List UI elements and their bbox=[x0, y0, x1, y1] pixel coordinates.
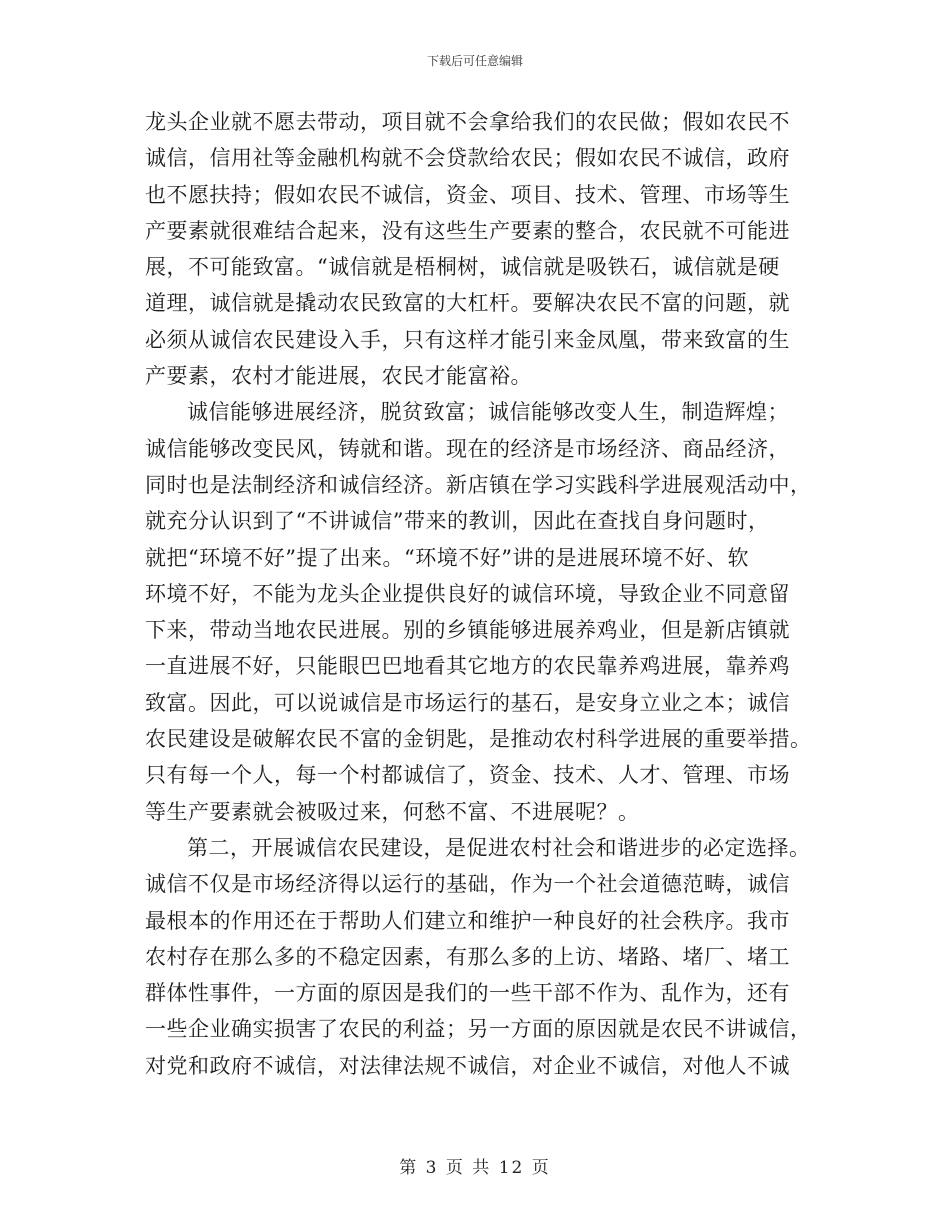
text-line: 必须从诚信农民建设入手，只有这样才能引来金凤凰，带来致富的生 bbox=[145, 327, 790, 352]
text-line: 农村存在那么多的不稳定因素，有那么多的上访、堵路、堵厂、堵工 bbox=[145, 944, 790, 969]
text-line: 产要素就很难结合起来，没有这些生产要素的整合，农民就不可能进 bbox=[145, 218, 790, 243]
text-line: 同时也是法制经济和诚信经济。新店镇在学习实践科学进展观活动中， bbox=[145, 472, 812, 497]
text-line: 环境不好，不能为龙头企业提供良好的诚信环境，导致企业不同意留 bbox=[145, 581, 790, 606]
text-line: 就充分认识到了“不讲诚信”带来的教训，因此在查找自身问题时， bbox=[145, 509, 770, 534]
paragraph-start-line: 诚信能够进展经济，脱贫致富；诚信能够改变人生，制造辉煌； bbox=[187, 400, 789, 425]
text-line: 产要素，农村才能进展，农民才能富裕。 bbox=[145, 364, 532, 389]
text-line: 龙头企业就不愿去带动，项目就不会拿给我们的农民做；假如农民不 bbox=[145, 110, 790, 134]
text-line: 也不愿扶持；假如农民不诚信，资金、项目、技术、管理、市场等生 bbox=[145, 182, 790, 207]
text-line: 就把“环境不好”提了出来。“环境不好”讲的是进展环境不好、软 bbox=[145, 545, 749, 570]
text-line: 对党和政府不诚信，对法律法规不诚信，对企业不诚信，对他人不诚 bbox=[145, 1053, 790, 1078]
text-line: 诚信能够改变民风，铸就和谐。现在的经济是市场经济、商品经济， bbox=[145, 436, 790, 461]
text-line: 一些企业确实损害了农民的利益；另一方面的原因就是农民不讲诚信， bbox=[145, 1017, 812, 1042]
text-line: 道理，诚信就是撬动农民致富的大杠杆。要解决农民不富的问题，就 bbox=[145, 291, 790, 316]
text-line: 致富。因此，可以说诚信是市场运行的基石，是安身立业之本；诚信 bbox=[145, 690, 790, 715]
text-line: 群体性事件，一方面的原因是我们的一些干部不作为、乱作为，还有 bbox=[145, 981, 790, 1006]
text-line: 一直进展不好，只能眼巴巴地看其它地方的农民靠养鸡进展，靠养鸡 bbox=[145, 654, 790, 679]
text-line: 农民建设是破解农民不富的金钥匙，是推动农村科学进展的重要举措。 bbox=[145, 727, 812, 752]
text-line: 只有每一个人，每一个村都诚信了，资金、技术、人才、管理、市场 bbox=[145, 763, 790, 788]
text-line: 等生产要素就会被吸过来，何愁不富、不进展呢？。 bbox=[145, 799, 640, 824]
page-header-note: 下载后可任意编辑 bbox=[426, 54, 523, 68]
text-line: 下来，带动当地农民进展。别的乡镇能够进展养鸡业，但是新店镇就 bbox=[145, 618, 790, 643]
text-line: 诚信，信用社等金融机构就不会贷款给农民；假如农民不诚信，政府 bbox=[145, 146, 790, 171]
paragraph-start-line: 第二，开展诚信农民建设，是促进农村社会和谐进步的必定选择。 bbox=[187, 835, 811, 860]
document-body bbox=[145, 104, 817, 1084]
text-line: 诚信不仅是市场经济得以运行的基础，作为一个社会道德范畴，诚信 bbox=[145, 872, 790, 897]
text-line: 展，不可能致富。“诚信就是梧桐树，诚信就是吸铁石，诚信就是硬 bbox=[145, 255, 780, 280]
text-line: 最根本的作用还在于帮助人们建立和维护一种良好的社会秩序。我市 bbox=[145, 908, 790, 933]
page-number: 第 3 页 共 12 页 bbox=[399, 1158, 551, 1178]
